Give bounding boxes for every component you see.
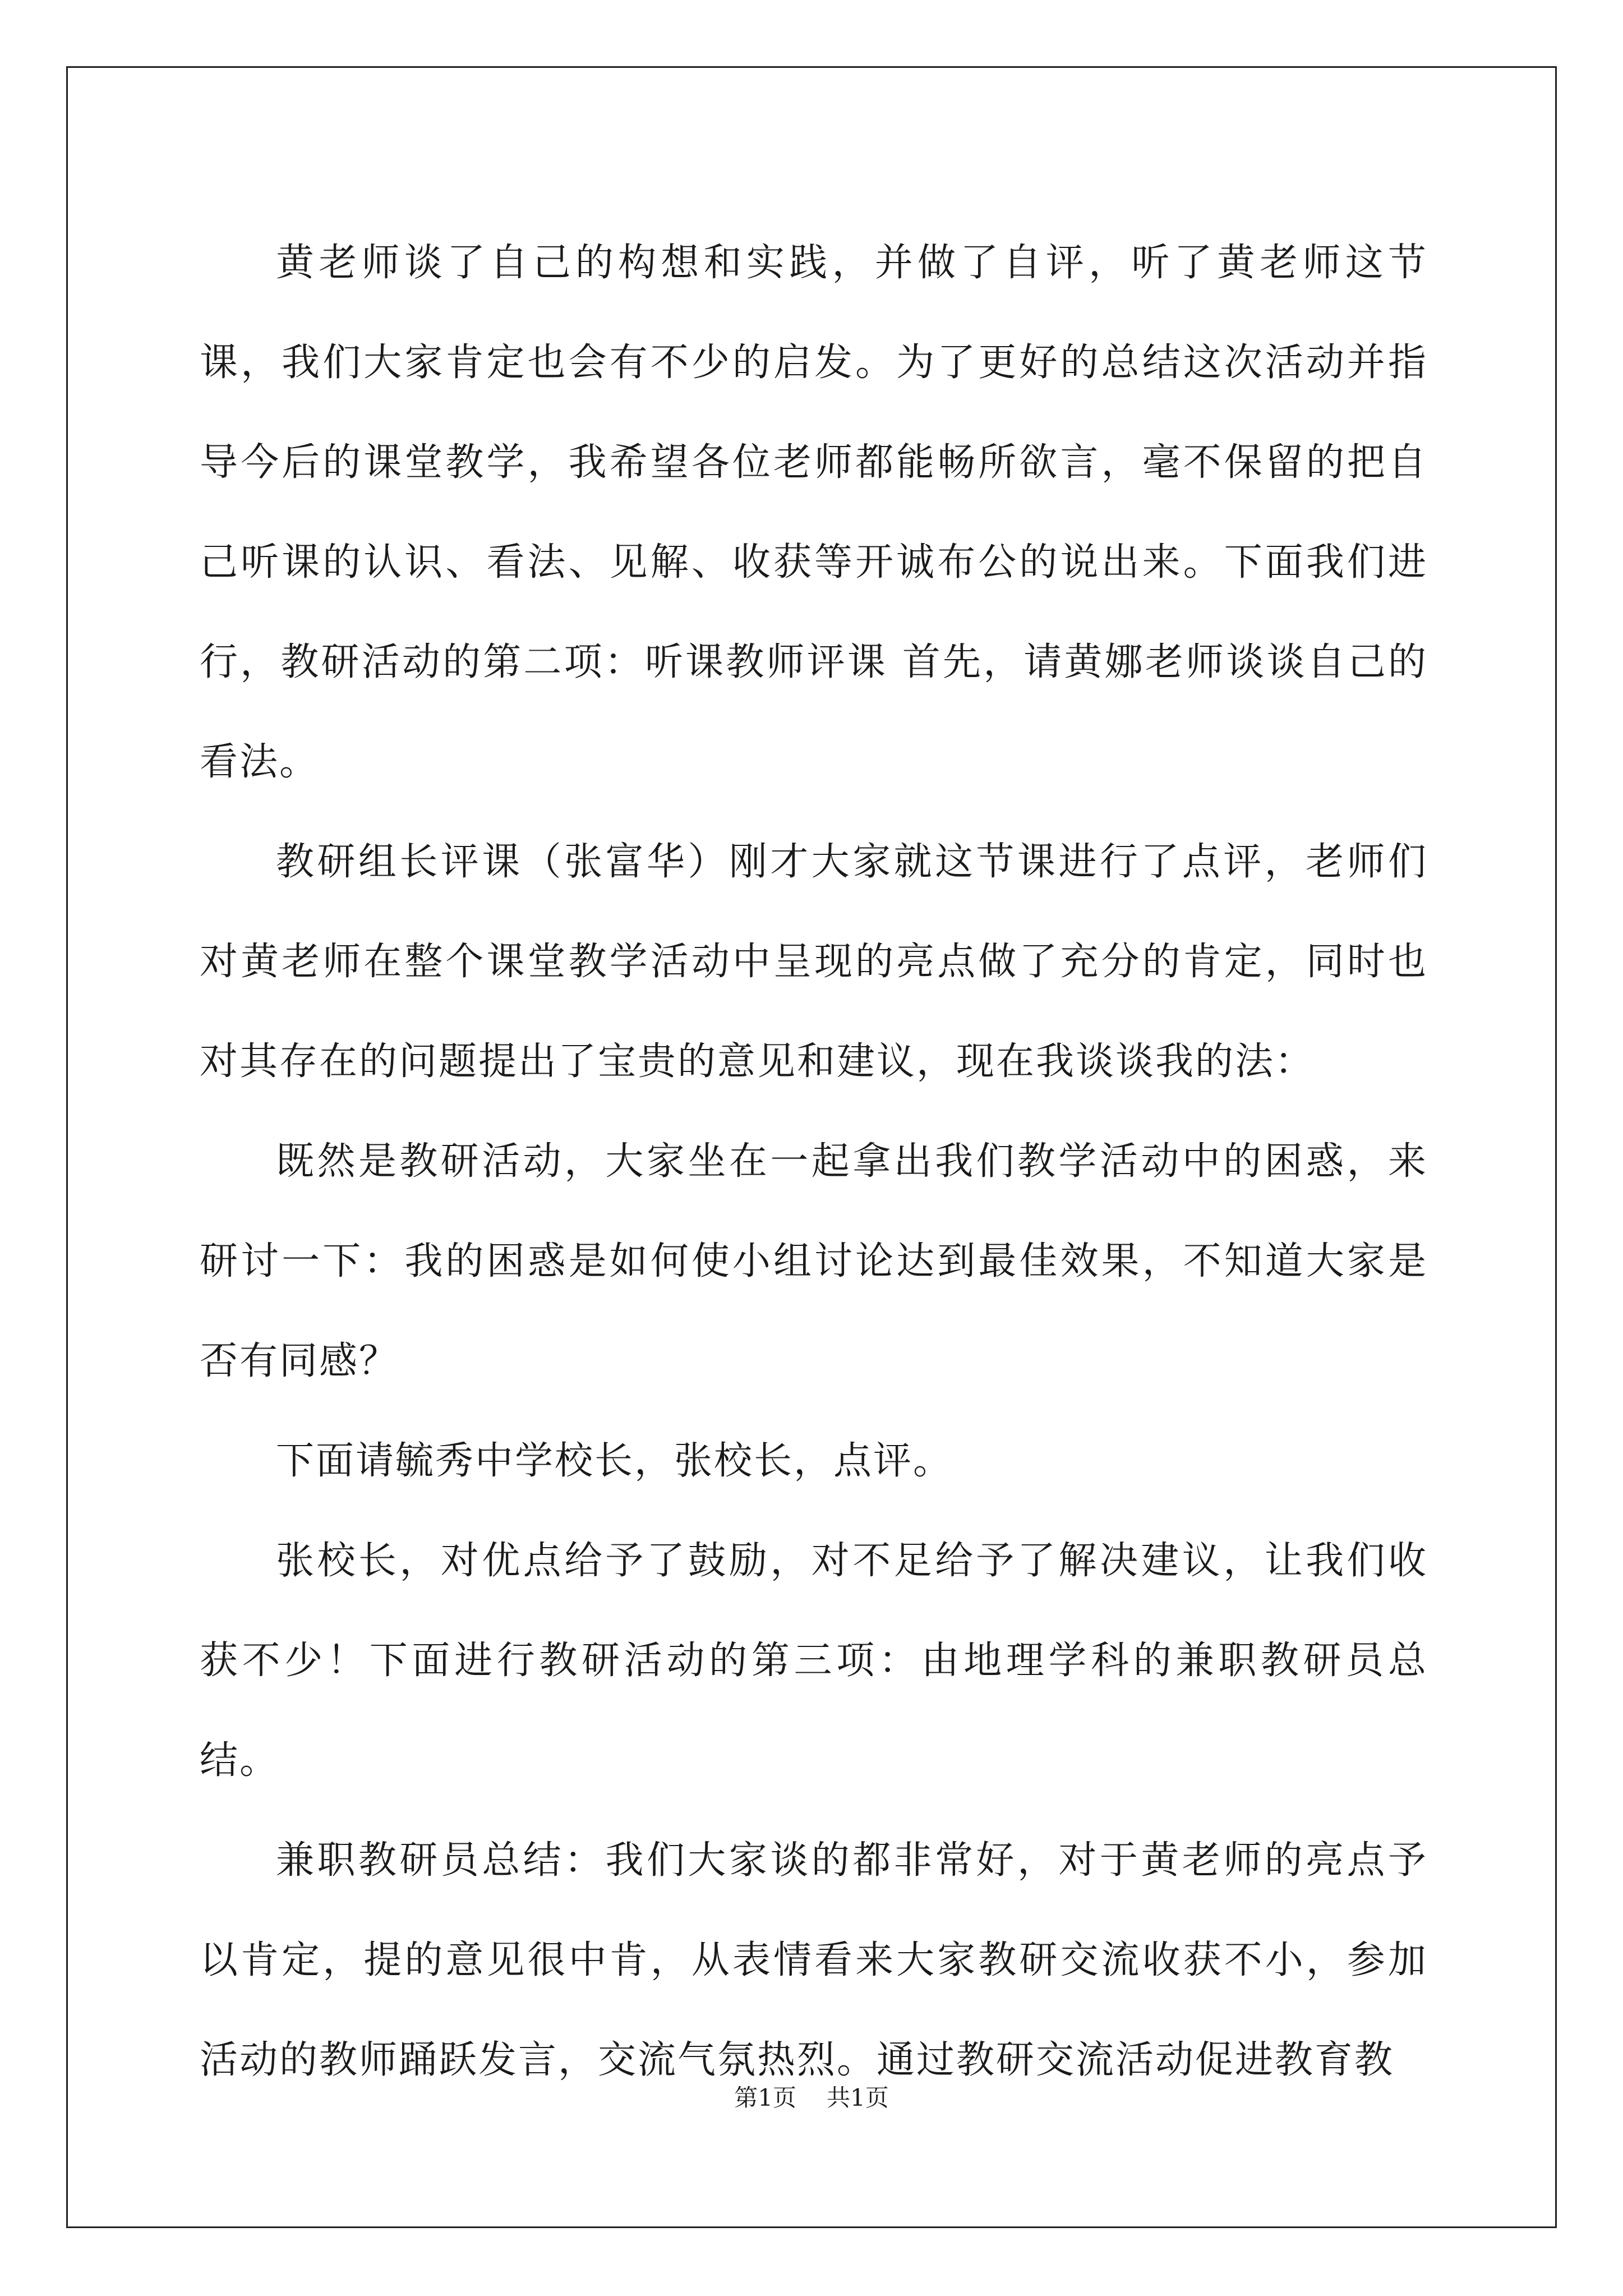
page-number: 第1页 <box>734 2084 796 2111</box>
paragraph-2: 教研组长评课（张富华）刚才大家就这节课进行了点评，老师们对黄老师在整个课堂教学活动中呈现的亮点做了充分的肯定，同时也对其存在的问题提出了宝贵的意见和建议，现在我谈谈我的法： <box>200 840 1428 1084</box>
document-body <box>200 213 1428 2110</box>
paragraph-6: 兼职教研员总结：我们大家谈的都非常好，对于黄老师的亮点予以肯定，提的意见很中肯，从表情看来大家教研交流收获不小，参加活动的教师踊跃发言，交流气氛热烈。通过教研交流活动促进教育教 <box>200 1838 1428 2082</box>
paragraph-3: 既然是教研活动，大家坐在一起拿出我们教学活动中的困惑，来研讨一下：我的困惑是如何使小组讨论达到最佳效果，不知道大家是否有同感？ <box>200 1139 1428 1383</box>
paragraph-4: 下面请毓秀中学校长，张校长，点评。 <box>276 1439 953 1483</box>
paragraph-5: 张校长，对优点给予了鼓励，对不足给予了解决建议，让我们收获不少！下面进行教研活动的第三项：由地理学科的兼职教研员总结。 <box>200 1539 1428 1783</box>
paragraph-1: 黄老师谈了自己的构想和实践，并做了自评，听了黄老师这节课，我们大家肯定也会有不少的启发。为了更好的总结这次活动并指导今后的课堂教学，我希望各位老师都能畅所欲言，毫不保留的把自己听课的认识、看法、见解、收获等开诚布公的说出来。下面我们进行，教研活动的第二项：听课教师评课 首先，请黄娜老师谈谈自己的看法。 <box>200 241 1428 784</box>
page-footer <box>0 2079 1623 2113</box>
page-total: 共1页 <box>827 2084 889 2111</box>
